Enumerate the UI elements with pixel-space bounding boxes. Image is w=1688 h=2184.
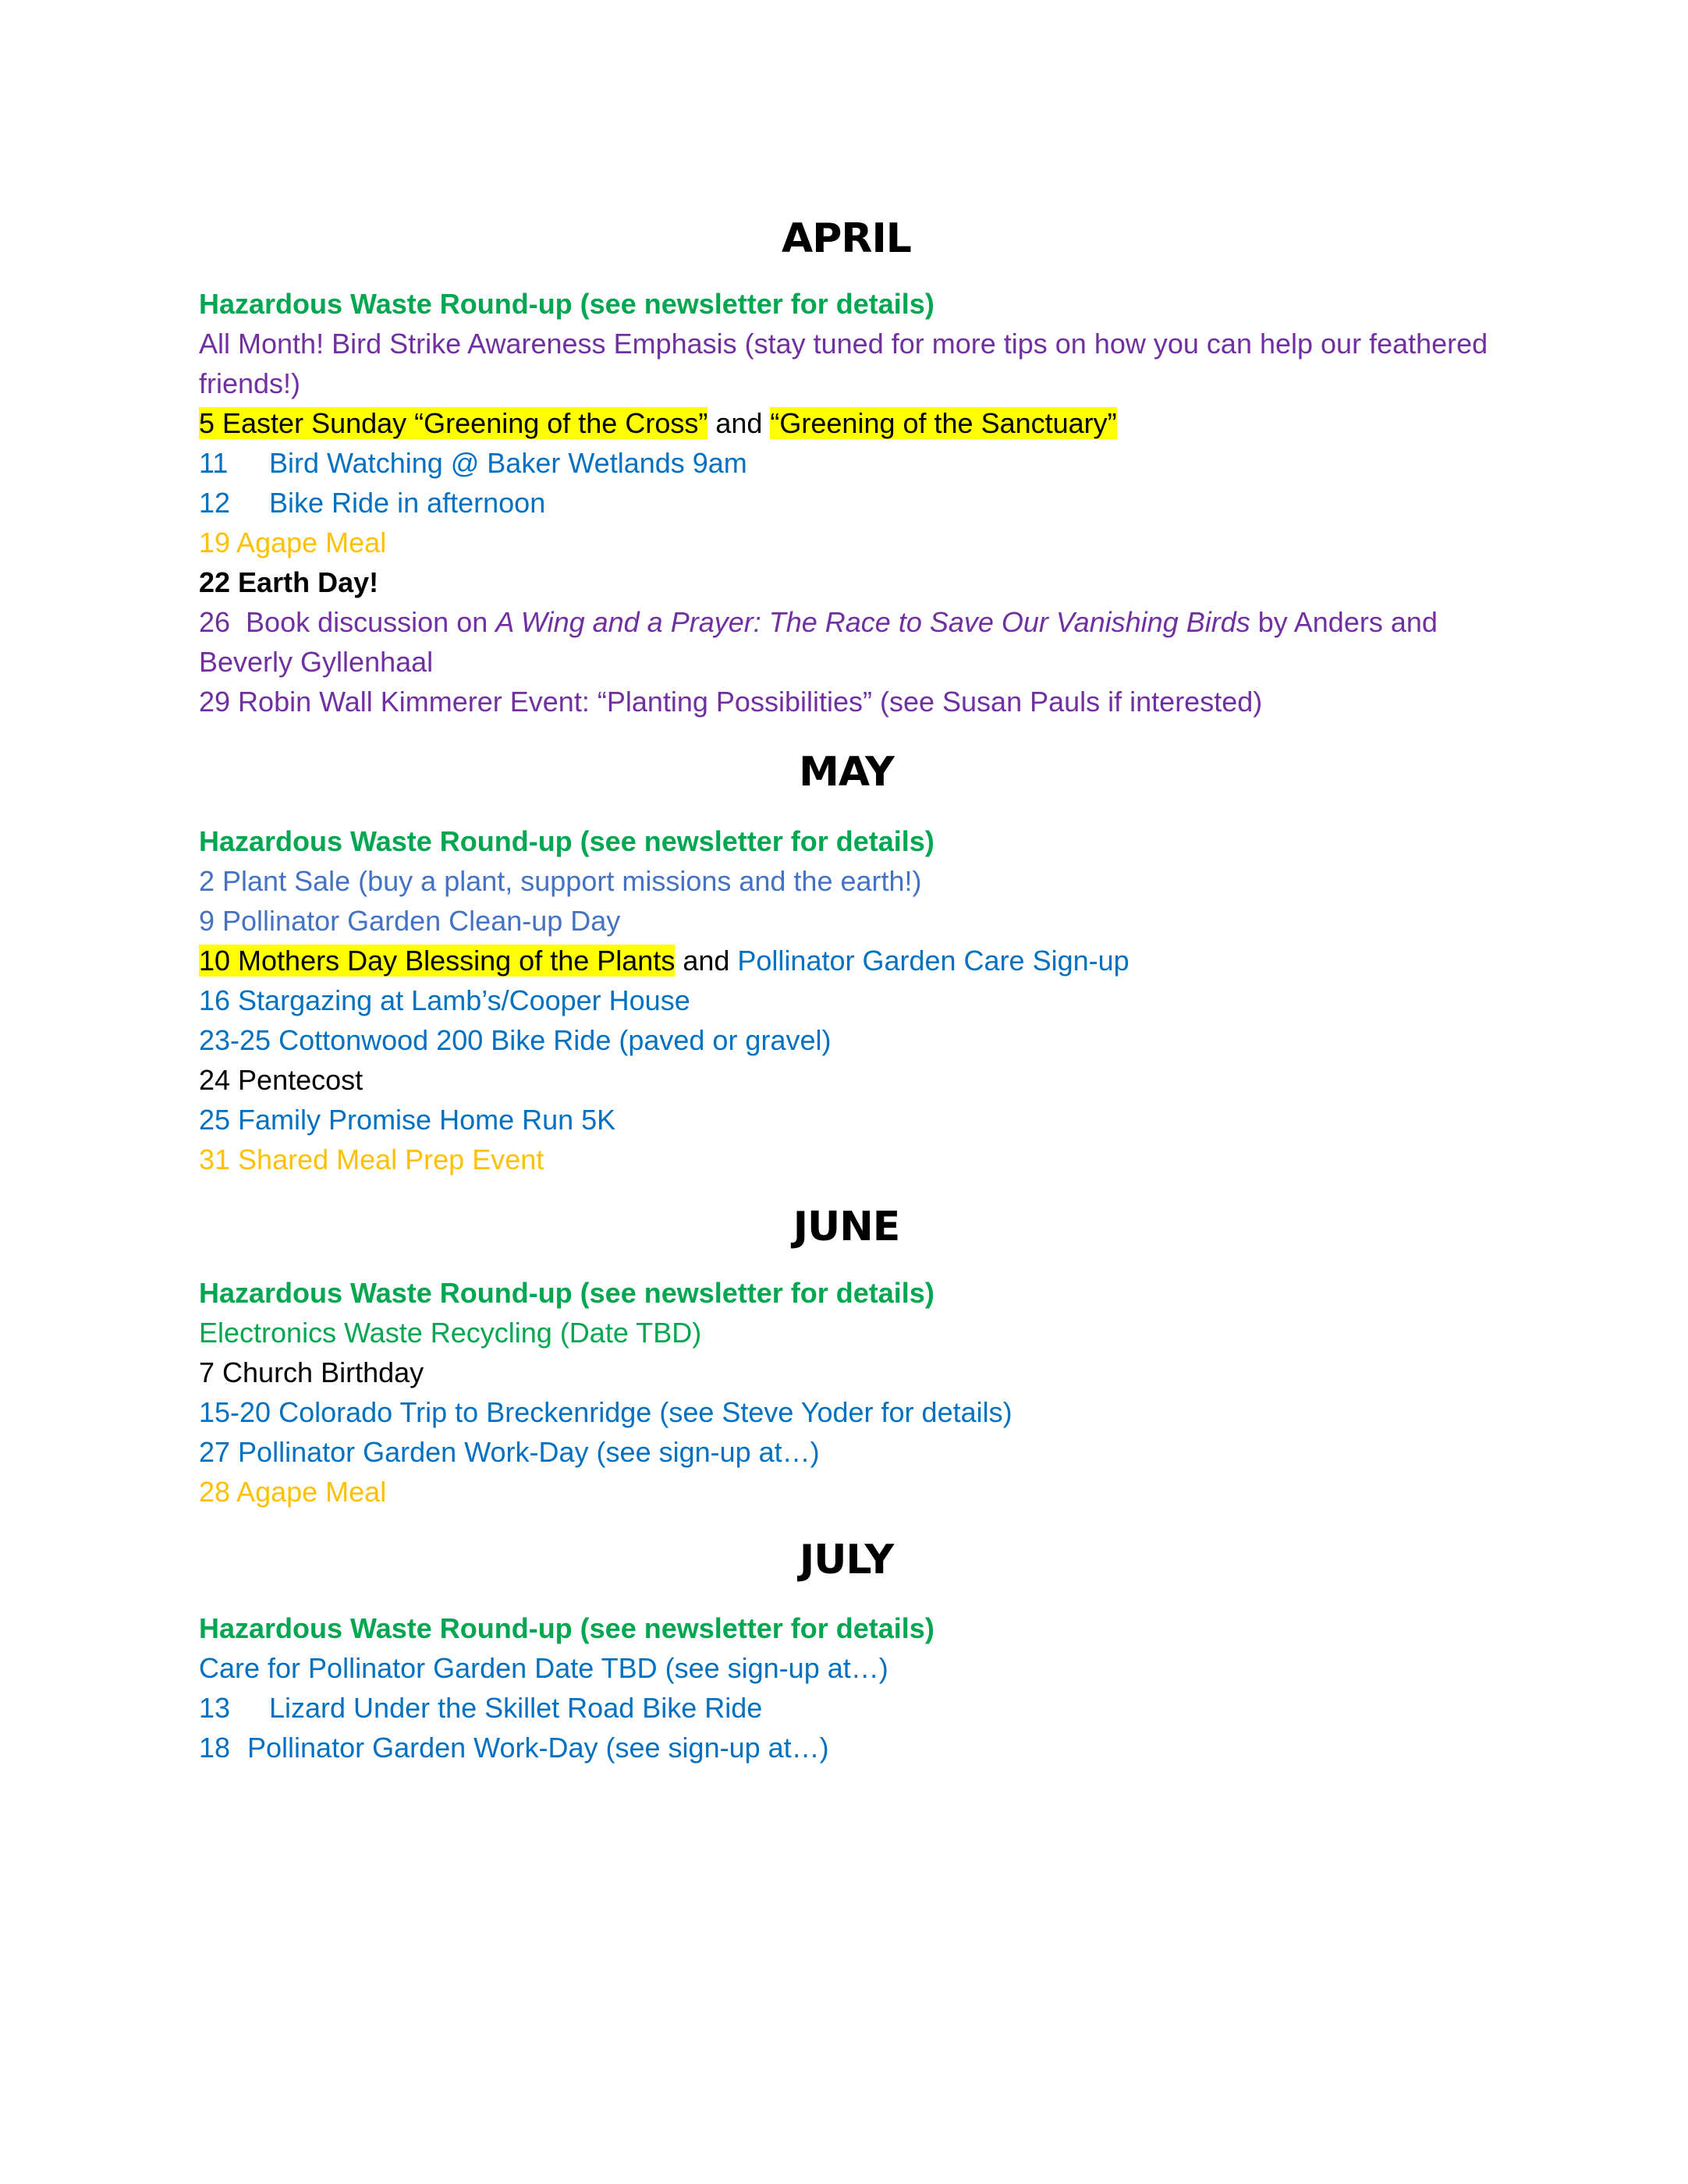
month-heading-april: APRIL: [782, 215, 911, 262]
bike-ride-date: 12: [199, 487, 231, 519]
month-heading-july: JULY: [799, 1537, 894, 1583]
book-title: A Wing and a Prayer: The Race to Save Our Vanishing Birds: [495, 606, 1250, 638]
april-kimmerer-event: 29 Robin Wall Kimmerer Event: “Planting Possibilities” (see Susan Pauls if interested): [199, 686, 1263, 718]
june-garden-workday: 27 Pollinator Garden Work-Day (see sign-up at…): [199, 1436, 820, 1468]
june-electronics-recycling: Electronics Waste Recycling (Date TBD): [199, 1317, 702, 1349]
june-hazardous-waste: Hazardous Waste Round-up (see newsletter for details): [199, 1277, 934, 1309]
april-hazardous-waste: Hazardous Waste Round-up (see newsletter for details): [199, 288, 934, 320]
july-hazardous-waste: Hazardous Waste Round-up (see newsletter for details): [199, 1612, 934, 1644]
april-bird-strike-line1: All Month! Bird Strike Awareness Emphasis (stay tuned for more tips on how you can help our feathered: [199, 328, 1488, 360]
may-mothers-day: [199, 941, 1129, 980]
april-easter: [199, 403, 1117, 443]
may-shared-meal: 31 Shared Meal Prep Event: [199, 1143, 544, 1175]
may-stargazing: 16 Stargazing at Lamb’s/Cooper House: [199, 984, 690, 1016]
easter-greening-cross: 5 Easter Sunday “Greening of the Cross”: [199, 407, 708, 439]
may-hazardous-waste: Hazardous Waste Round-up (see newsletter for details): [199, 825, 934, 857]
july-lizard-ride: [199, 1688, 762, 1728]
lizard-ride-date: 13: [199, 1692, 231, 1724]
may-family-promise: 25 Family Promise Home Run 5K: [199, 1104, 616, 1136]
may-plant-sale: 2 Plant Sale (buy a plant, support missions and the earth!): [199, 865, 922, 897]
may-cottonwood-ride: 23-25 Cottonwood 200 Bike Ride (paved or gravel): [199, 1024, 832, 1056]
book-authors: by Anders and: [1250, 606, 1438, 638]
may-pentecost: 24 Pentecost: [199, 1064, 363, 1096]
july-garden-workday: [199, 1728, 829, 1767]
april-bird-strike-line2: friends!): [199, 367, 301, 399]
july-garden-care: Care for Pollinator Garden Date TBD (see sign-up at…): [199, 1652, 888, 1684]
july-workday-text: Pollinator Garden Work-Day (see sign-up at…): [247, 1732, 829, 1764]
april-bike-ride: [199, 483, 545, 523]
month-heading-may: MAY: [799, 749, 894, 796]
garden-care-signup: Pollinator Garden Care Sign-up: [737, 945, 1129, 977]
june-colorado-trip: 15-20 Colorado Trip to Breckenridge (see Steve Yoder for details): [199, 1396, 1012, 1428]
may-garden-cleanup: 9 Pollinator Garden Clean-up Day: [199, 905, 621, 937]
mothers-day-blessing: 10 Mothers Day Blessing of the Plants: [199, 945, 676, 977]
bird-watching-text: Bird Watching @ Baker Wetlands 9am: [269, 447, 747, 479]
lizard-ride-text: Lizard Under the Skillet Road Bike Ride: [269, 1692, 763, 1724]
april-bird-watching: [199, 443, 747, 483]
mothers-day-and: and: [675, 945, 738, 977]
easter-and: and: [707, 407, 771, 439]
april-book-discussion-line1: [199, 602, 1438, 642]
july-workday-date: 18: [199, 1732, 231, 1764]
april-book-discussion-line2: Beverly Gyllenhaal: [199, 646, 434, 678]
easter-greening-sanctuary: “Greening of the Sanctuary”: [770, 407, 1117, 439]
april-earth-day: 22 Earth Day!: [199, 566, 379, 598]
month-heading-june: JUNE: [793, 1204, 900, 1250]
book-discussion-intro: 26 Book discussion on: [199, 606, 496, 638]
bike-ride-text: Bike Ride in afternoon: [269, 487, 546, 519]
april-agape-meal: 19 Agape Meal: [199, 526, 387, 558]
june-church-birthday: 7 Church Birthday: [199, 1356, 424, 1388]
bird-watching-date: 11: [199, 447, 229, 479]
june-agape-meal: 28 Agape Meal: [199, 1476, 387, 1508]
